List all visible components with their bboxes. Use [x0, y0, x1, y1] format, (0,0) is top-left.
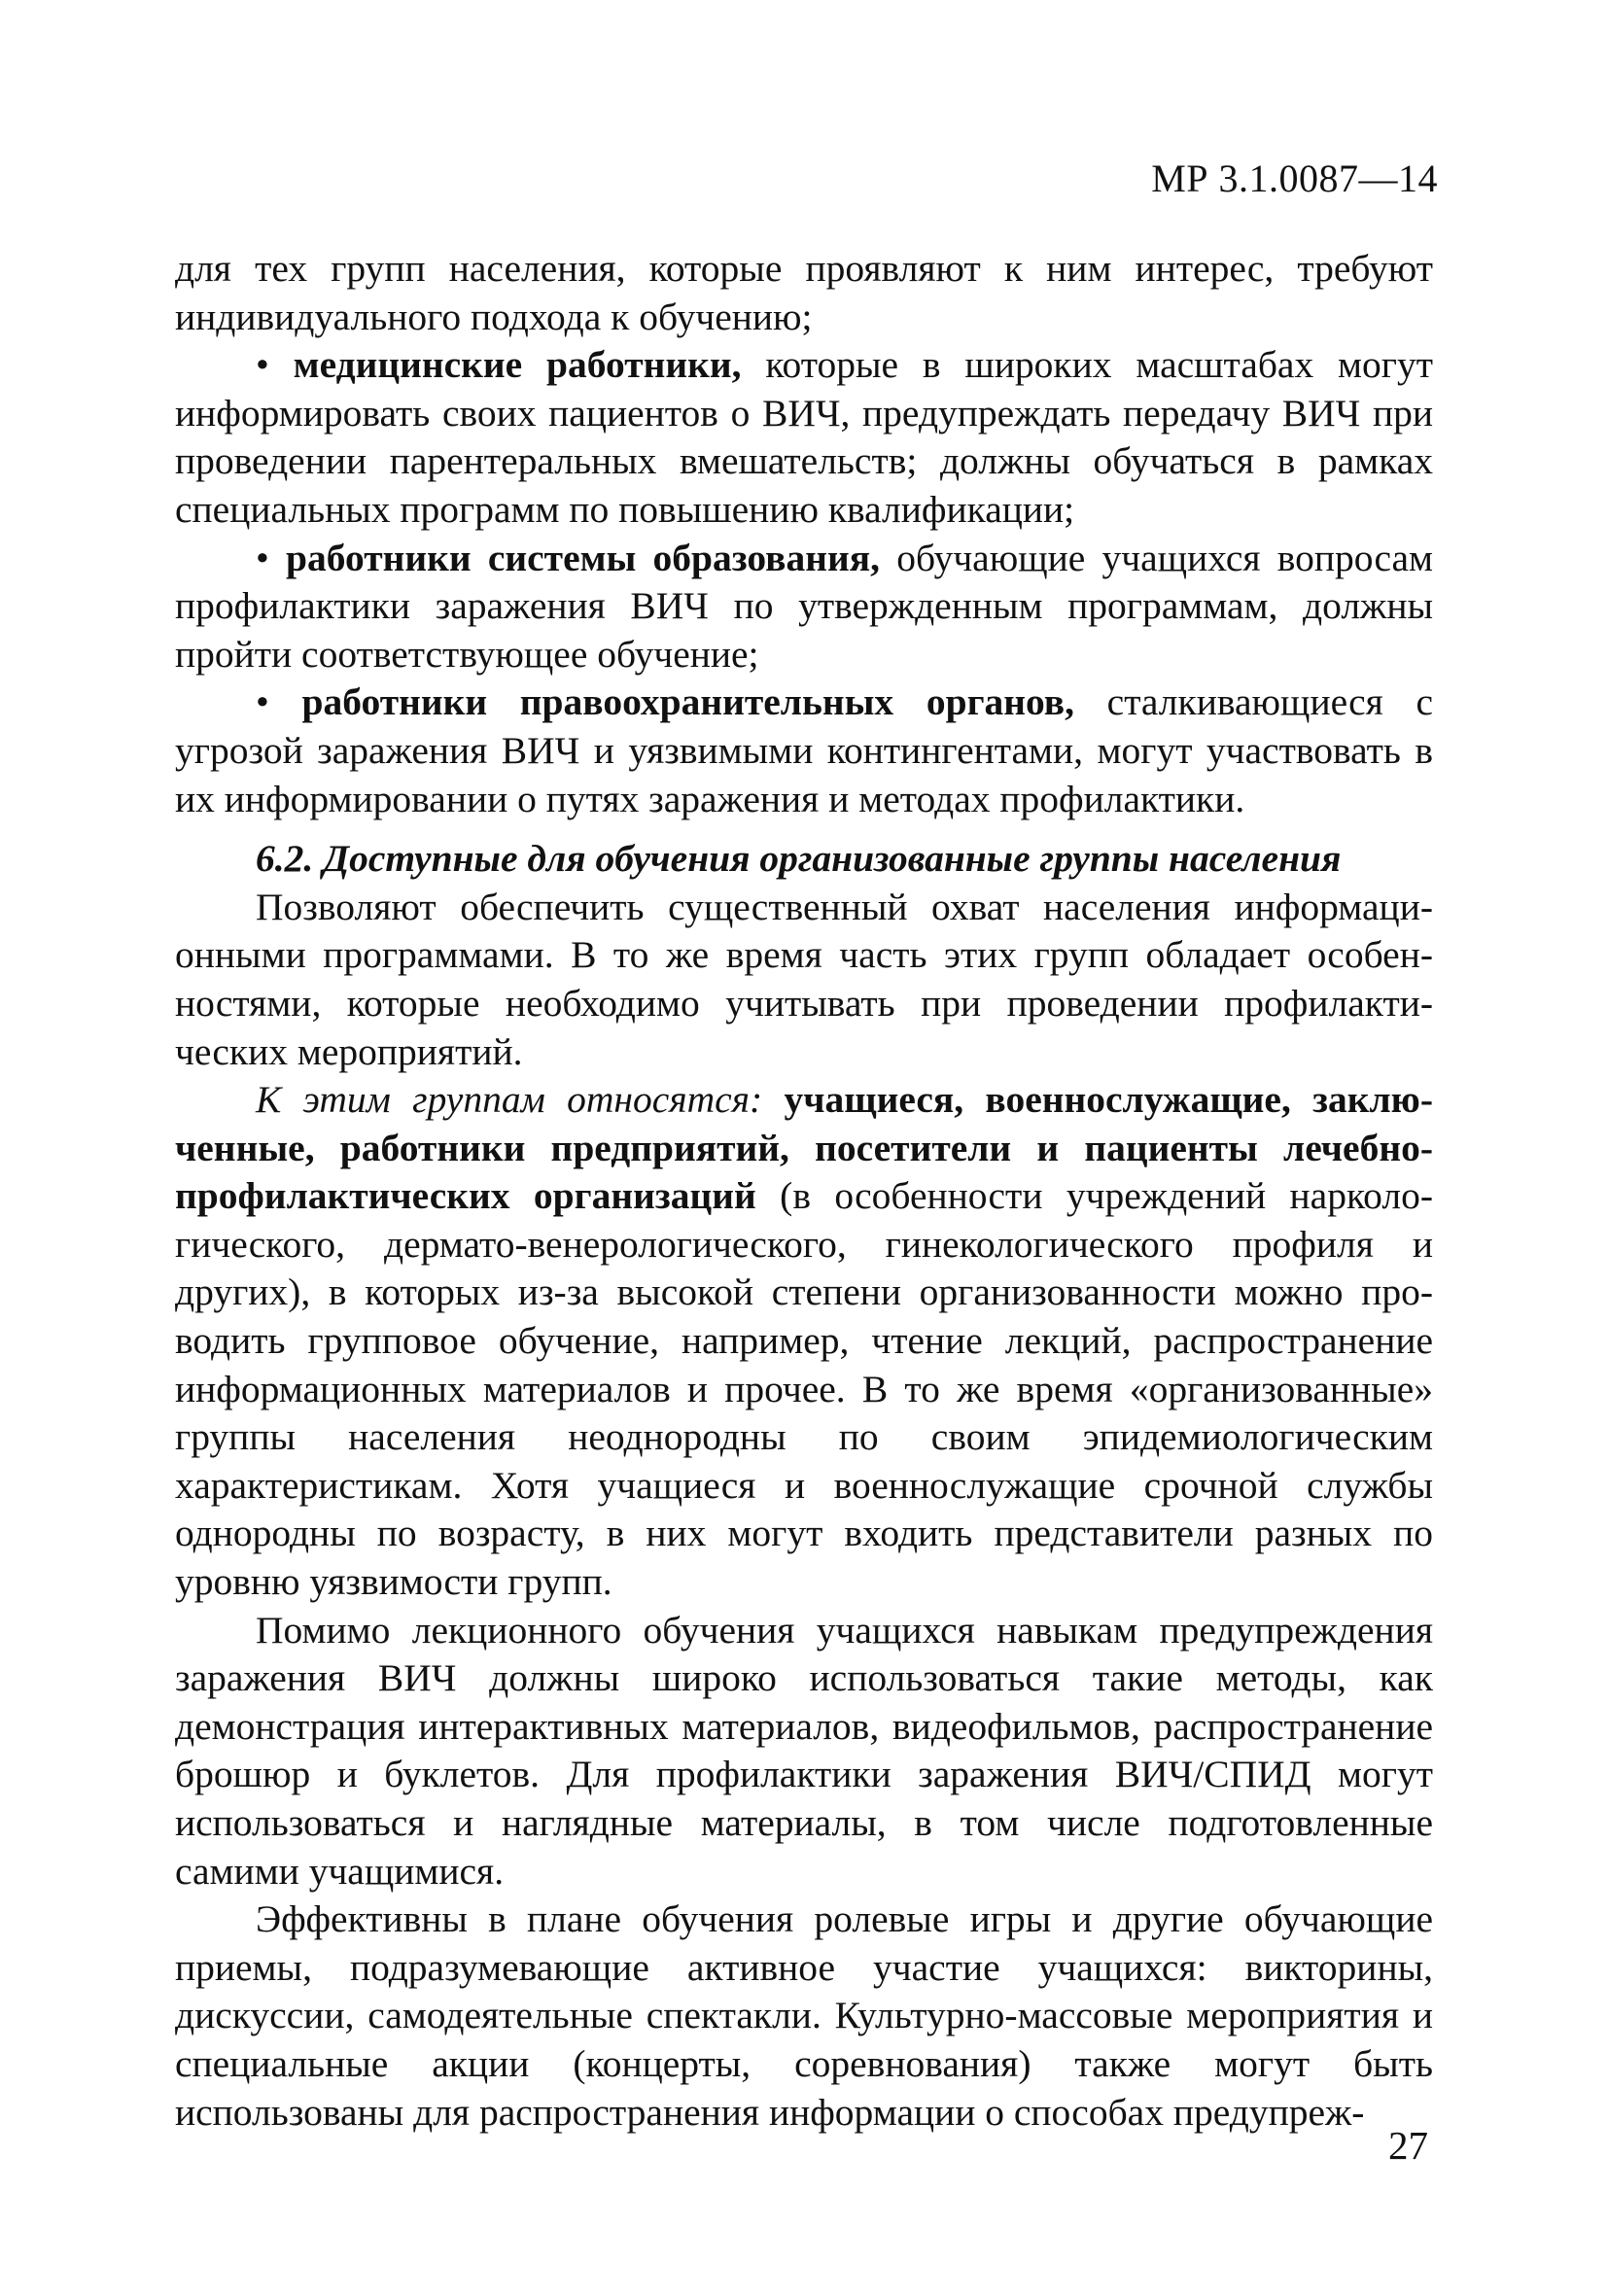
paragraph: Эффективны в плане обучения ролевые игры и другие обучающие приемы, подразумевающие активное участие учащихся: викторины, дискуссии, самодеятельные спектакли. Культурно-массовые мероприятия и специальные акции (концерты, соревнования) также могут быть использованы для распространения информации о способах предупреж-: [175, 1897, 1433, 2134]
bullet-marker: •: [256, 343, 269, 387]
bullet-text: сталкивающиеся с угрозой заражения ВИЧ и уязвимыми контингентами, могут участвовать в их информировании о путях заражения и методах профилактики.: [175, 680, 1433, 820]
section-heading: 6.2. Доступные для обучения организованные группы населения: [256, 837, 1342, 881]
paragraph-groups: [175, 1076, 1433, 1607]
bullet-term: работники правоохранительных органов,: [301, 680, 1074, 724]
bullet-marker: •: [256, 680, 269, 724]
paragraph-text: (в особенности учреждений наркологического, дермато-венерологического, гинекологического профиля и других), в которых из-за высокой степени организованности можно проводить групповое обучение, например, чтение лекций, распространение информационных материалов и прочее. В то же время «организованные» группы населения неоднородны по своим эпидемиологическим характеристикам. Хотя учащиеся и военнослужащие срочной службы однородны по возрасту, в них могут входить представители разных по уровню уязвимости групп.: [175, 1174, 1433, 1604]
bullet-text: которые в широких масштабах могут информировать своих пациентов о ВИЧ, предупреждать передачу ВИЧ при проведении парентеральных вмешательств; должны обучаться в рамках специальных программ по повышению квалификации;: [175, 343, 1433, 531]
bullet-term: работники системы образования,: [286, 536, 881, 579]
paragraph-italic-lead: К этим группам относятся:: [256, 1078, 763, 1122]
bullet-medical-workers: [175, 341, 1433, 534]
paragraph: Позволяют обеспечить существенный охват населения информационными программами. В то же время часть этих групп обладает особенностями, которые необходимо учитывать при проведении профилактических мероприятий.: [175, 885, 1433, 1073]
paragraph: Помимо лекционного обучения учащихся навыкам предупреждения заражения ВИЧ должны широко использоваться такие методы, как демонстрация интерактивных материалов, видеофильмов, распространение брошюр и буклетов. Для профилактики заражения ВИЧ/СПИД могут использоваться и наглядные материалы, в том числе подготовленные самими учащимися.: [175, 1608, 1433, 1893]
bullet-term: медицинские работники,: [293, 343, 742, 387]
document-id-header: МР 3.1.0087—14: [1151, 157, 1438, 200]
document-body: [175, 245, 1433, 2137]
bullet-text: обучающие учащихся вопросам профилактики заражения ВИЧ по утвержденным программам, должны пройти соответствующее обучение;: [175, 536, 1434, 676]
paragraph-bold-terms: учащиеся, военнослужащие, заключенные, работники предприятий, посетители и пациенты лечебно-профилактических организаций: [175, 1078, 1434, 1218]
bullet-education-workers: [175, 535, 1433, 679]
bullet-law-enforcement: [175, 678, 1433, 823]
page-number: 27: [1388, 2123, 1428, 2168]
bullet-marker: •: [256, 536, 269, 579]
paragraph-continuation: для тех групп населения, которые проявляют к ним интерес, требуют индивидуального подхода к обучению;: [175, 247, 1433, 338]
